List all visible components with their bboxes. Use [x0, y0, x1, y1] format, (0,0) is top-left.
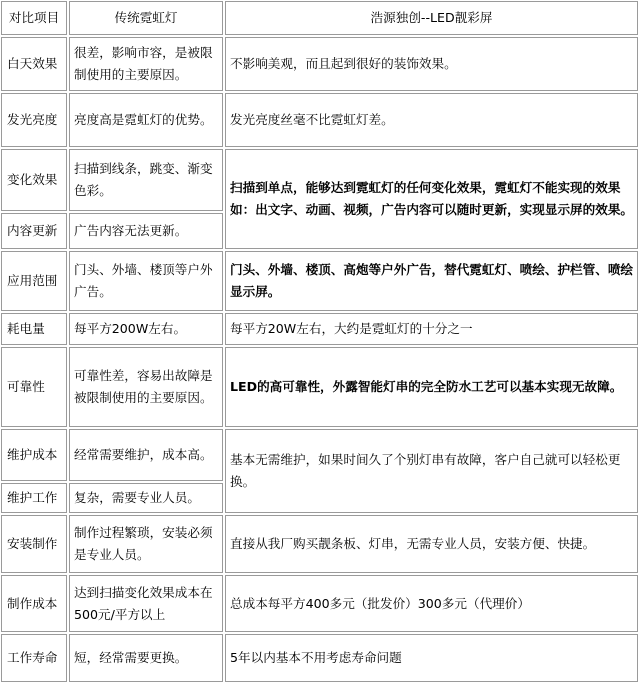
header-neon: [69, 1, 223, 35]
row-label-text: 安装制作: [7, 536, 58, 551]
neon-maintenance-cost: [69, 429, 223, 481]
row-label-text: 可靠性: [7, 379, 45, 394]
neon-text: 达到扫描变化效果成本在500元/平方以上: [74, 584, 213, 622]
row-label-lifespan: [1, 634, 67, 682]
led-text: 每平方20W左右，大约是霓虹灯的十分之一: [230, 321, 473, 336]
led-application: [225, 251, 638, 311]
row-label-text: 发光亮度: [7, 112, 58, 127]
row-label-installation: [1, 515, 67, 573]
row-label-text: 制作成本: [7, 595, 58, 611]
neon-text: 短，经常需要更换。: [74, 650, 188, 665]
row-label-content-update: [1, 213, 67, 249]
neon-brightness: [69, 93, 223, 147]
led-text: LED的高可靠性，外露智能灯串的完全防水工艺可以基本实现无故障。: [230, 379, 623, 394]
neon-text: 经常需要维护，成本高。: [74, 447, 213, 462]
neon-text: 亮度高是霓虹灯的优势。: [74, 112, 213, 127]
neon-maintenance-work: [69, 483, 223, 513]
led-lifespan: [225, 634, 638, 682]
row-label-text: 变化效果: [7, 172, 58, 187]
row-label-text: 耗电量: [7, 321, 45, 336]
row-label-reliability: [1, 347, 67, 427]
led-effects: [225, 149, 638, 249]
neon-lifespan: [69, 634, 223, 682]
row-label-text: 内容更新: [7, 223, 58, 238]
neon-text: 很差，影响市容，是被限制使用的主要原因。: [74, 45, 213, 82]
neon-text: 可靠性差，容易出故障是被限制使用的主要原因。: [74, 368, 213, 405]
row-label-effects: [1, 149, 67, 211]
row-label-text: 维护工作: [7, 490, 58, 505]
neon-reliability: [69, 347, 223, 427]
neon-power: [69, 313, 223, 345]
header-led: [225, 1, 638, 35]
header-neon-text: 传统霓虹灯: [114, 10, 178, 25]
led-reliability: [225, 347, 638, 427]
neon-installation: [69, 515, 223, 573]
neon-text: 广告内容无法更新。: [74, 223, 188, 238]
neon-daytime: [69, 37, 223, 91]
neon-text: 每平方200W左右。: [74, 321, 187, 336]
neon-text: 门头、外墙、楼顶等户外广告。: [74, 262, 213, 299]
led-text: 5年以内基本不用考虑寿命问题: [230, 650, 402, 665]
led-text: 发光亮度丝毫不比霓虹灯差。: [230, 112, 394, 127]
row-label-text: 维护成本: [7, 447, 58, 462]
neon-content-update: [69, 213, 223, 249]
row-label-maintenance-cost: [1, 429, 67, 481]
row-label-text: 白天效果: [7, 56, 58, 71]
row-label-power: [1, 313, 67, 345]
neon-effects: [69, 149, 223, 211]
led-text: 总成本每平方400多元（批发价）300多元（代理价）: [230, 595, 530, 611]
header-item-text: 对比项目: [8, 10, 60, 25]
neon-text: 制作过程繁琐，安装必须是专业人员。: [74, 525, 213, 562]
row-label-maintenance-work: [1, 483, 67, 513]
row-label-daytime: [1, 37, 67, 91]
led-cost: [225, 575, 638, 632]
led-text: 门头、外墙、楼顶、高炮等户外广告，替代霓虹灯、喷绘、护栏管、喷绘显示屏。: [230, 262, 633, 299]
led-text: 扫描到单点，能够达到霓虹灯的任何变化效果，霓虹灯不能实现的效果如：出文字、动画、视频，广告内容可以随时更新，实现显示屏的效果。: [230, 180, 633, 217]
led-power: [225, 313, 638, 345]
led-text: 不影响美观，而且起到很好的装饰效果。: [230, 56, 457, 71]
row-label-text: 工作寿命: [7, 650, 58, 665]
led-installation: [225, 515, 638, 573]
row-label-application: [1, 251, 67, 311]
row-label-cost: [1, 575, 67, 632]
neon-text: 扫描到线条，跳变、渐变色彩。: [74, 161, 213, 198]
neon-application: [69, 251, 223, 311]
led-text: 直接从我厂购买靓条板、灯串，无需专业人员，安装方便、快捷。: [230, 536, 596, 551]
led-brightness: [225, 93, 638, 147]
led-daytime: [225, 37, 638, 91]
header-item: [1, 1, 67, 35]
row-label-brightness: [1, 93, 67, 147]
neon-cost: [69, 575, 223, 632]
neon-text: 复杂，需要专业人员。: [74, 490, 200, 505]
led-text: 基本无需维护，如果时间久了个别灯串有故障，客户自己就可以轻松更换。: [230, 452, 621, 489]
comparison-table: [1, 1, 638, 682]
led-maintenance: [225, 429, 638, 513]
row-label-text: 应用范围: [7, 273, 58, 288]
header-led-text: 浩源独创--LED靓彩屏: [370, 10, 493, 25]
